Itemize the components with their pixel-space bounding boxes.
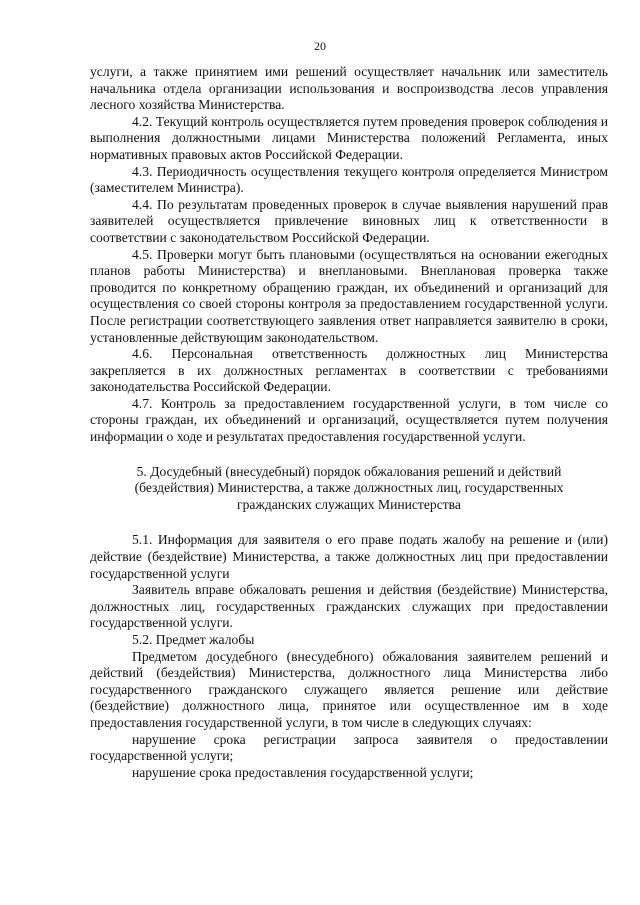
paragraph-4-6: 4.6. Персональная ответственность должностных лиц Министерства закрепляется в их должностных регламентах в соответствии с требованиями законодательства Российской Федерации. (90, 346, 608, 395)
paragraph-4-4: 4.4. По результатам проведенных проверок в случае выявления нарушений прав заявителей осуществляется привлечение виновных лиц к ответственности в соответствии с законодательством Российской Федерации. (90, 196, 608, 245)
section-5-heading: 5. Досудебный (внесудебный) порядок обжалования решений и действий (бездействия) Министерства, а также должностных лиц, государственных гражданских служащих Министерства (134, 463, 564, 512)
paragraph-complaint-subject: Предметом досудебного (внесудебного) обжалования заявителем решений и действий (бездействия) Министерства, должностного лица Министерства либо государственного гражданского служащего является решение или действие (бездействие) должностного лица, принятое или осуществленное им в ходе предоставления государственной услуги, в том числе в следующих случаях: (90, 648, 608, 730)
list-item-registration-violation: нарушение срока регистрации запроса заявителя о предоставлении государственной услуги; (90, 731, 608, 764)
paragraph-5-1: 5.1. Информация для заявителя о его праве подать жалобу на решение и (или) действие (бездействие) Министерства, а также должностных лиц при предоставлении государственной услуги (90, 532, 608, 581)
page-number: 20 (314, 39, 326, 53)
paragraph-applicant-right: Заявитель вправе обжаловать решения и действия (бездействие) Министерства, должностных лиц, государственных гражданских служащих при предоставлении государственной услуги. (90, 582, 608, 631)
paragraph-4-5: 4.5. Проверки могут быть плановыми (осуществляться на основании ежегодных планов работы Министерства) и внеплановыми. Внеплановая проверка также проводится по конкретному обращению граждан, их объединений и организаций для осуществления со своей стороны контроля за предоставлением государственной услуги. После регистрации соответствующего заявления ответ направляется заявителю в сроки, установленные действующим законодательством. (90, 246, 608, 345)
list-item-deadline-violation: нарушение срока предоставления государственной услуги; (132, 764, 474, 780)
paragraph-5-2: 5.2. Предмет жалобы (132, 632, 255, 647)
paragraph-4-7: 4.7. Контроль за предоставлением государственной услуги, в том числе со стороны граждан, их объединений и организаций, осуществляется путем получения информации о ходе и результатах предоставления государственной услуги. (90, 395, 608, 445)
paragraph-4-2: 4.2. Текущий контроль осуществляется путем проведения проверок соблюдения и выполнения должностными лицами Министерства положений Регламента, иных нормативных правовых актов Российской Федерации. (90, 113, 608, 162)
paragraph-continuation: услуги, а также принятием ими решений осуществляет начальник или заместитель начальника отдела организации использования и воспроизводства лесов управления лесного хозяйства Министерства. (90, 64, 608, 113)
document-body (90, 64, 608, 781)
paragraph-4-3: 4.3. Периодичность осуществления текущего контроля определяется Министром (заместителем Министра). (90, 163, 608, 196)
